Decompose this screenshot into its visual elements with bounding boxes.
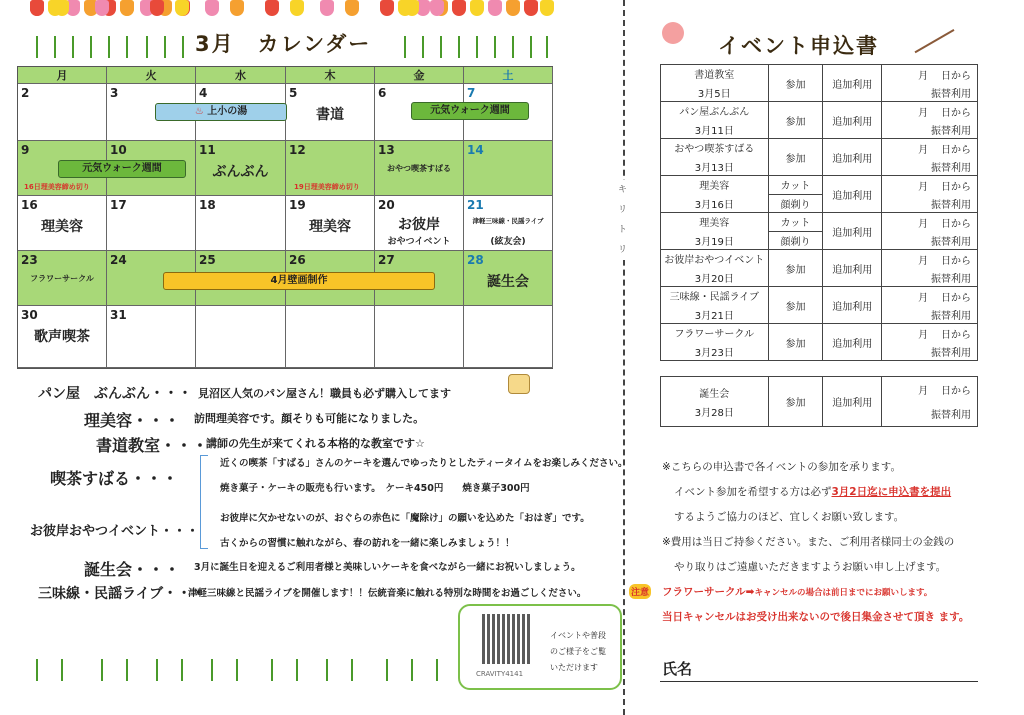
transfer-label: 振替利用	[882, 83, 978, 102]
transfer-label: 振替利用	[882, 342, 978, 361]
extra-use-checkbox[interactable]: 追加利用	[823, 102, 882, 139]
day-number: 21	[467, 198, 484, 212]
event-name-cell: 理美容 3月16日	[661, 176, 769, 213]
caution-line: 当日キャンセルはお受け出来ないので後日集金させて頂き ます。	[662, 611, 970, 623]
calendar-day	[286, 306, 375, 368]
qr-text: イベントや普段	[550, 631, 606, 640]
option-checkbox-cut[interactable]: カット	[768, 176, 823, 195]
event-bar-walk-week-2: 元気ウォーク週間	[58, 160, 186, 178]
option-checkbox-cut[interactable]: カット	[768, 213, 823, 232]
day-number: 5	[289, 86, 298, 100]
description-label: パン屋 ぶんぶん・・・	[38, 386, 192, 402]
form-row	[661, 250, 978, 269]
calendar-day	[375, 306, 464, 368]
form-row	[661, 139, 978, 158]
description-text: お彼岸に欠かせないのが、おぐらの赤色に「魔除け」の願いを込めた「おはぎ」です。	[220, 513, 590, 524]
calendar-day	[107, 196, 196, 251]
calendar-day	[196, 196, 286, 251]
calendar-day	[375, 141, 464, 196]
event-name-cell: パン屋ぶんぶん 3月11日	[661, 102, 769, 139]
day-number: 11	[199, 143, 216, 157]
calendar-title: 3月 カレンダー	[195, 32, 372, 56]
transfer-date-field[interactable]: 月 日から	[882, 324, 978, 343]
note: ※こちらの申込書で各イベントの参加を承ります。	[662, 461, 901, 473]
weekday-header: 水	[196, 67, 286, 84]
day-number: 14	[467, 143, 484, 157]
day-event: おやつ喫茶すばる	[387, 164, 451, 173]
caution-text: キャンセルの場合は前日までにお願いします。	[754, 588, 933, 598]
day-number: 24	[110, 253, 127, 267]
calendar-day	[196, 141, 286, 196]
join-checkbox[interactable]: 参加	[768, 139, 823, 176]
extra-use-checkbox[interactable]: 追加利用	[823, 139, 882, 176]
day-event: 理美容	[309, 219, 351, 235]
join-checkbox[interactable]: 参加	[768, 250, 823, 287]
deadline-note: 19日理美容締め切り	[294, 183, 360, 191]
transfer-date-field[interactable]: 月 日から	[882, 250, 978, 269]
calendar-day	[375, 196, 464, 251]
day-number: 9	[21, 143, 30, 157]
transfer-label: 振替利用	[882, 305, 978, 324]
calendar-day	[18, 306, 107, 368]
form-row	[661, 102, 978, 121]
extra-use-checkbox[interactable]: 追加利用	[823, 377, 882, 427]
caution-title: フラワーサークル➡	[662, 586, 755, 598]
day-number: 13	[378, 143, 395, 157]
event-bar-onsen: ♨ 上小の湯	[155, 103, 287, 121]
event-name-cell: 理美容 3月19日	[661, 213, 769, 250]
day-number: 4	[199, 86, 208, 100]
day-event: 誕生会	[487, 274, 529, 290]
transfer-date-field[interactable]: 月 日から	[882, 102, 978, 121]
extra-use-checkbox[interactable]: 追加利用	[823, 65, 882, 102]
day-event: お彼岸	[398, 217, 440, 233]
cut-line-label: キリトリ	[618, 180, 630, 260]
weekday-header: 火	[107, 67, 196, 84]
day-number: 10	[110, 143, 127, 157]
transfer-label: 振替利用	[882, 157, 978, 176]
qr-text: のご様子をご覧	[550, 647, 606, 656]
extra-use-checkbox[interactable]: 追加利用	[823, 324, 882, 361]
join-checkbox[interactable]: 参加	[768, 377, 823, 427]
brace-line	[200, 455, 208, 549]
name-label: 氏名	[662, 660, 693, 678]
day-number: 7	[467, 86, 476, 100]
qr-code[interactable]	[482, 614, 532, 664]
flower-icon	[662, 22, 684, 44]
description-label: 書道教室・・・	[96, 436, 209, 455]
transfer-date-field[interactable]: 月 日から	[882, 287, 978, 306]
day-number: 18	[199, 198, 216, 212]
description-text: 近くの喫茶「すばる」さんのケーキを選んでゆったりとしたティータイムをお楽しみください。	[220, 458, 628, 469]
extra-use-checkbox[interactable]: 追加利用	[823, 213, 882, 250]
extra-use-checkbox[interactable]: 追加利用	[823, 250, 882, 287]
transfer-label: 振替利用	[882, 268, 978, 287]
qr-text: いただけます	[550, 663, 598, 672]
day-number: 19	[289, 198, 306, 212]
event-name-cell: おやつ喫茶すばる 3月13日	[661, 139, 769, 176]
extra-use-checkbox[interactable]: 追加利用	[823, 176, 882, 213]
event-bar-mural: 4月壁画制作	[163, 272, 435, 290]
description-label: 誕生会・・・	[84, 560, 181, 579]
transfer-date-field[interactable]: 月 日から	[882, 377, 978, 402]
event-name-cell: お彼岸おやつイベント 3月20日	[661, 250, 769, 287]
calendar-day	[464, 251, 553, 306]
weekday-header: 金	[375, 67, 464, 84]
transfer-label: 振替利用	[882, 402, 978, 427]
join-checkbox[interactable]: 参加	[768, 65, 823, 102]
day-number: 27	[378, 253, 395, 267]
day-event-sub: (絃友会)	[490, 237, 526, 247]
day-number: 2	[21, 86, 30, 100]
join-checkbox[interactable]: 参加	[768, 102, 823, 139]
description-label: 理美容・・・	[84, 411, 181, 430]
day-number: 16	[21, 198, 38, 212]
event-name-cell: 三味線・民謡ライブ 3月21日	[661, 287, 769, 324]
form-row	[661, 213, 978, 232]
calendar-day	[196, 306, 286, 368]
transfer-label: 振替利用	[882, 194, 978, 213]
caution-badge: 注意	[629, 584, 651, 599]
day-number: 20	[378, 198, 395, 212]
note-deadline	[674, 484, 951, 499]
description-text: 焼き菓子・ケーキの販売も行います。 ケーキ450円 焼き菓子300円	[220, 483, 530, 494]
form-row	[661, 287, 978, 306]
extra-use-checkbox[interactable]: 追加利用	[823, 287, 882, 324]
day-number: 31	[110, 308, 127, 322]
calendar-day	[286, 84, 375, 141]
day-number: 17	[110, 198, 127, 212]
day-event: 津軽三味線・民謡ライブ	[472, 217, 544, 225]
form-row	[661, 324, 978, 343]
description-text: 訪問理美容です。顔そりも可能になりました。	[194, 412, 425, 425]
option-checkbox-shave[interactable]: 顔剃り	[768, 231, 823, 250]
option-checkbox-shave[interactable]: 顔剃り	[768, 194, 823, 213]
qr-box	[458, 604, 622, 690]
description-text: 講師の先生が来てくれる本格的な教室です☆	[206, 437, 425, 450]
description-text: 3月に誕生日を迎えるご利用者様と美味しいケーキを食べながら一緒にお祝いしましょう。	[194, 562, 581, 573]
form-title: イベント申込書	[718, 34, 879, 58]
day-number: 30	[21, 308, 38, 322]
application-table	[660, 64, 978, 361]
day-number: 23	[21, 253, 38, 267]
calendar-day	[18, 251, 107, 306]
description-label: 三味線・民謡ライブ・・・	[38, 586, 206, 602]
caution-line	[662, 584, 932, 599]
calendar-day	[18, 196, 107, 251]
event-name-cell: フラワーサークル 3月23日	[661, 324, 769, 361]
qr-caption: CRAVITY4141	[476, 670, 524, 678]
transfer-date-field[interactable]: 月 日から	[882, 176, 978, 195]
description-label: お彼岸おやつイベント・・・	[30, 524, 200, 539]
calendar-day	[286, 196, 375, 251]
weekday-header: 月	[18, 67, 107, 84]
weekday-header: 土	[464, 67, 553, 84]
weekday-header: 木	[286, 67, 375, 84]
calendar-day	[464, 141, 553, 196]
event-bar-walk-week-1: 元気ウォーク週間	[411, 102, 529, 120]
transfer-label: 振替利用	[882, 120, 978, 139]
day-number: 3	[110, 86, 119, 100]
day-event: 書道	[316, 107, 344, 123]
note-text: イベント参加を希望する方は必ず	[674, 486, 832, 498]
blossom-branch-icon	[901, 5, 955, 53]
calendar-day	[464, 196, 553, 251]
transfer-label: 振替利用	[882, 231, 978, 250]
deadline-highlight: 3月2日迄に申込書を提出	[831, 486, 952, 498]
day-event: 歌声喫茶	[34, 329, 90, 345]
event-name-cell: 書道教室 3月5日	[661, 65, 769, 102]
join-checkbox[interactable]: 参加	[768, 324, 823, 361]
bread-icon	[508, 374, 530, 394]
note: やり取りはご遠慮いただきますようお願い申し上げます。	[674, 561, 947, 573]
calendar-day	[464, 306, 553, 368]
day-event: 理美容	[41, 219, 83, 235]
day-number: 12	[289, 143, 306, 157]
day-number: 6	[378, 86, 387, 100]
calendar-day	[18, 84, 107, 141]
cut-line	[623, 0, 625, 715]
hot-spring-icon: ♨	[194, 106, 208, 117]
join-checkbox[interactable]: 参加	[768, 287, 823, 324]
form-row	[661, 65, 978, 84]
transfer-date-field[interactable]: 月 日から	[882, 139, 978, 158]
transfer-date-field[interactable]: 月 日から	[882, 213, 978, 232]
name-field[interactable]	[660, 680, 978, 682]
birthday-table	[660, 376, 978, 427]
form-row	[661, 377, 978, 402]
day-number: 26	[289, 253, 306, 267]
description-text: 古くからの習慣に触れながら、春の訪れを一緒に楽しみましょう！！	[220, 538, 515, 549]
form-row	[661, 176, 978, 195]
description-label: 喫茶すばる・・・	[50, 469, 179, 488]
calendar-grid	[17, 66, 553, 369]
description-text: 津軽三味線と民謡ライブを開催します！！伝統音楽に触れる特別な時間をお過ごしください。	[188, 588, 587, 599]
event-name-cell: 誕生会 3月28日	[661, 377, 769, 427]
description-text: 見沼区人気のパン屋さん！職員も必ず購入してます	[198, 387, 451, 400]
day-event-sub: おやつイベント	[387, 237, 451, 247]
day-number: 28	[467, 253, 484, 267]
note: ※費用は当日ご持参ください。また、ご利用者様同士の金銭の	[662, 536, 955, 548]
deadline-note: 16日理美容締め切り	[24, 183, 90, 191]
day-event: ぶんぶん	[212, 164, 269, 180]
day-event: フラワーサークル	[30, 274, 94, 283]
day-number: 25	[199, 253, 216, 267]
calendar-day	[107, 306, 196, 368]
transfer-date-field[interactable]: 月 日から	[882, 65, 978, 84]
note: するようご協力のほど、宜しくお願い致します。	[674, 511, 905, 523]
